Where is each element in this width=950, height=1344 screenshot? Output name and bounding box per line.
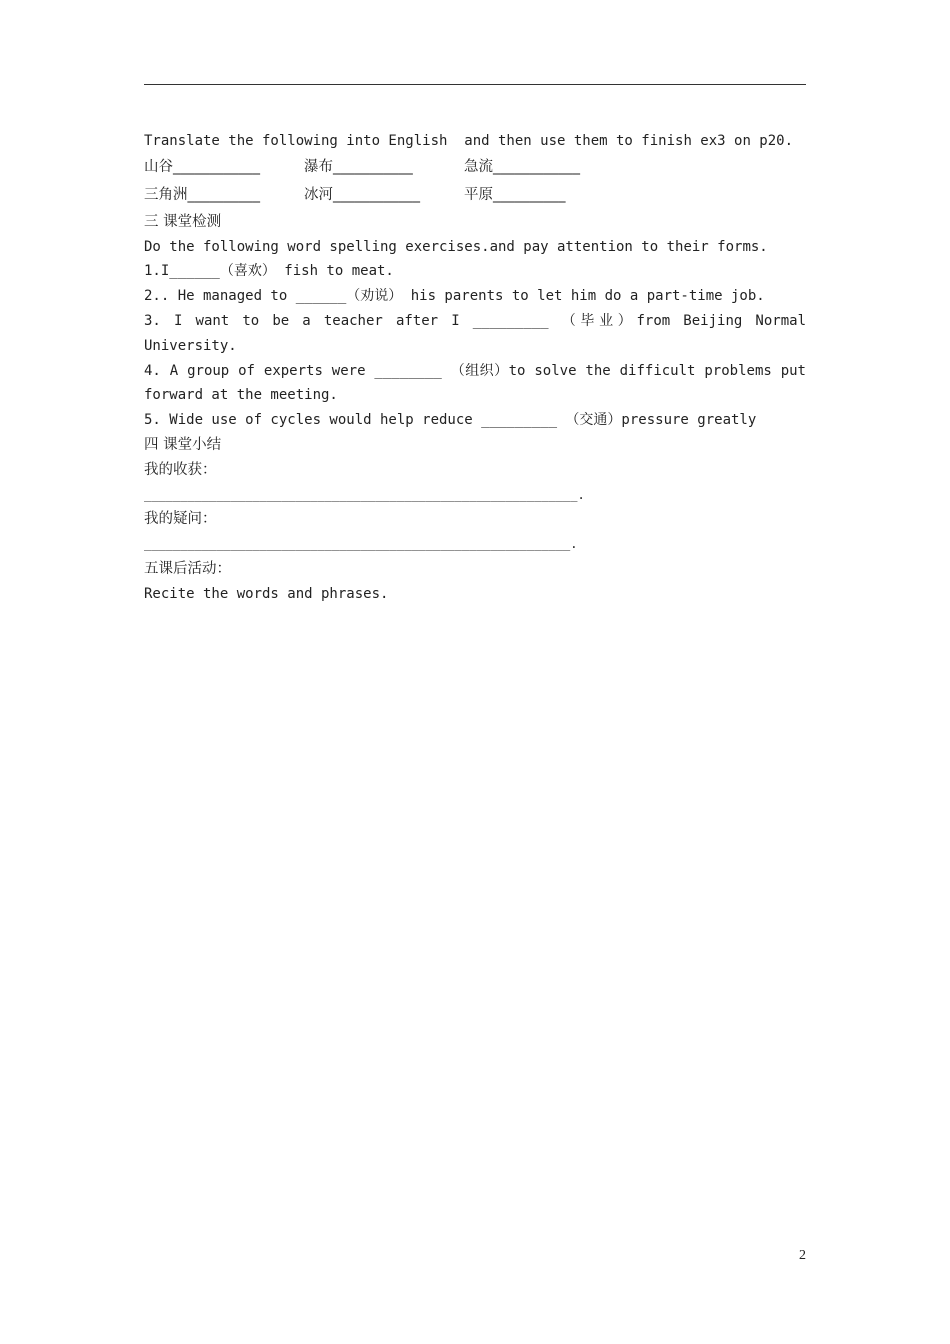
- harvest-blank-line: ____________________________________________________________.: [144, 487, 585, 502]
- question-5: 5. Wide use of cycles would help reduce _________ （交通）pressure greatly: [144, 412, 757, 429]
- vocab-item: 平原__________: [464, 187, 566, 204]
- question-4: 4. A group of experts were ________ （组织）to solve the difficult problems put forward at the meeting.: [144, 362, 806, 404]
- vocab-item: 三角洲__________: [144, 187, 260, 204]
- page-number: 2: [799, 1248, 806, 1263]
- question-1: 1.I______（喜欢） fish to meat.: [144, 263, 394, 280]
- homework-text: Recite the words and phrases.: [144, 585, 389, 602]
- harvest-label: 我的收获：: [144, 461, 217, 478]
- vocab-item: 冰河____________: [304, 187, 420, 204]
- vocab-item: 山谷____________: [144, 159, 260, 176]
- worksheet-body: [144, 129, 806, 607]
- question-2: 2.. He managed to ______（劝说） his parents to let him do a part-time job.: [144, 288, 765, 305]
- vocab-row: [144, 154, 806, 182]
- question-label: 我的疑问：: [144, 511, 217, 528]
- translate-instruction: Translate the following into English and then use them to finish ex3 on p20.: [144, 133, 794, 149]
- section-5-heading: 五课后活动：: [144, 560, 231, 577]
- section-3-heading: 三 课堂检测: [144, 213, 222, 230]
- section-4-heading: 四 课堂小结: [144, 436, 222, 453]
- question-3: 3. I want to be a teacher after I _________ （毕业）from Beijing Normal University.: [144, 312, 806, 354]
- question-blank-line: ___________________________________________________________.: [144, 537, 578, 552]
- section-3-instruction: Do the following word spelling exercises.and pay attention to their forms.: [144, 238, 768, 255]
- vocab-item: 瀑布___________: [304, 159, 413, 176]
- vocab-row: [144, 182, 806, 210]
- header-rule: [144, 84, 806, 85]
- vocab-item: 急流____________: [464, 159, 580, 176]
